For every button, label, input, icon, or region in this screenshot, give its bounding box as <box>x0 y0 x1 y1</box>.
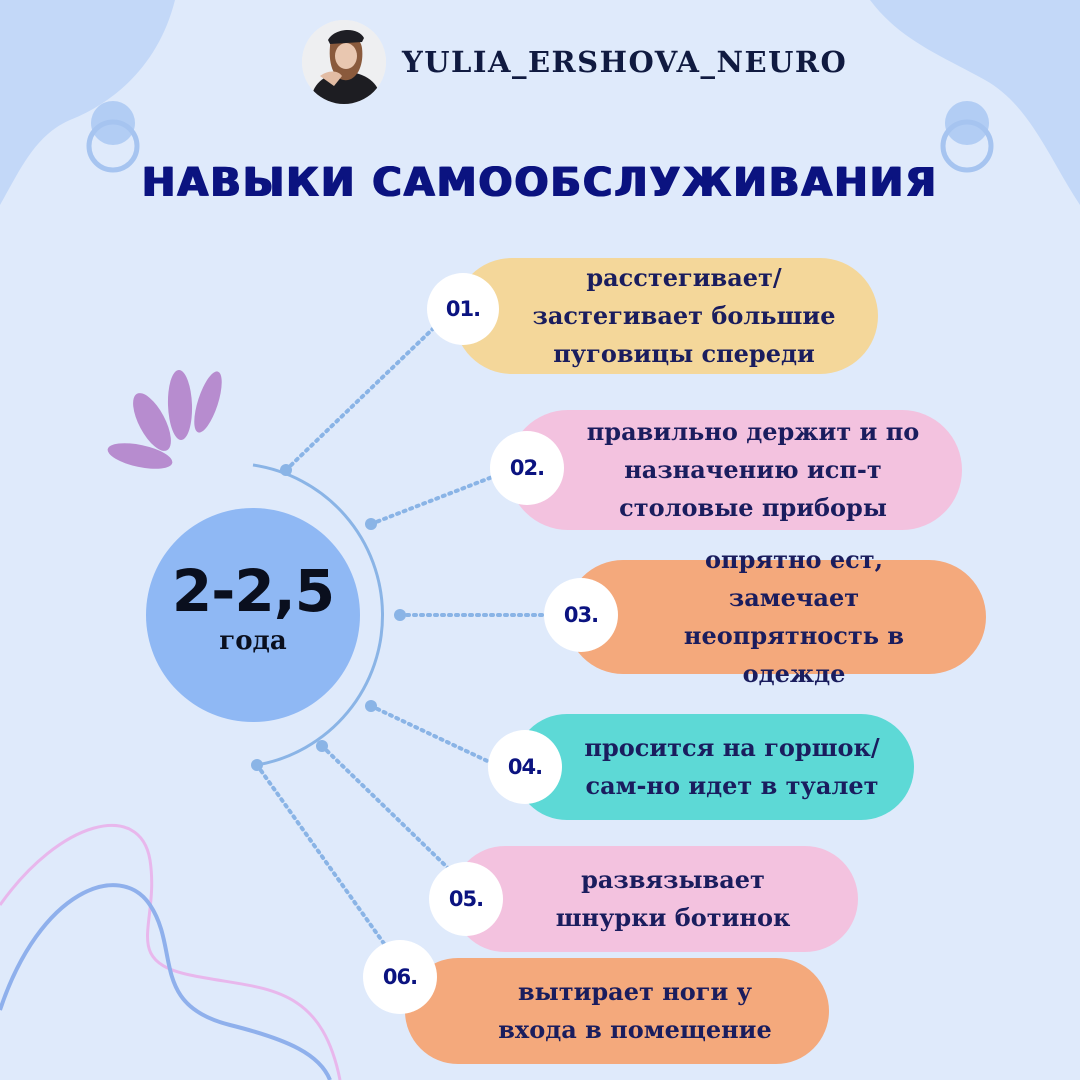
avatar <box>302 20 386 104</box>
skill-text: расстегивает/ застегивает большие пуговицы спереди <box>532 263 836 368</box>
skill-item-2 <box>508 410 962 530</box>
profile-header <box>302 20 847 104</box>
page-title: НАВЫКИ САМООБСЛУЖИВАНИЯ <box>141 160 939 206</box>
age-circle <box>146 508 360 722</box>
profile-handle: YULIA_ERSHOVA_NEURO <box>402 45 848 79</box>
skill-number-badge: 01. <box>427 273 499 345</box>
skill-number-badge: 05. <box>429 862 503 936</box>
skill-number-badge: 02. <box>490 431 564 505</box>
skill-text: правильно держит и по назначению исп-т столовые приборы <box>586 417 920 522</box>
skill-text: просится на горшок/ сам-но идет в туалет <box>584 733 880 800</box>
skill-item-6 <box>405 958 829 1064</box>
skill-item-3 <box>566 545 986 688</box>
skill-text: вытирает ноги у входа в помещение <box>498 977 772 1044</box>
skill-item-4 <box>514 714 914 820</box>
skill-text: опрятно ест, замечает неопрятность в одежде <box>683 545 905 688</box>
skill-text: развязывает шнурки ботинок <box>555 865 791 932</box>
skill-item-5 <box>452 846 858 952</box>
leaf-icon <box>105 368 227 473</box>
skill-number-badge: 06. <box>363 940 437 1014</box>
age-value: 2-2,5 <box>171 557 335 625</box>
skill-number-badge: 04. <box>488 730 562 804</box>
skill-item-1 <box>454 258 878 374</box>
skill-number-badge: 03. <box>544 578 618 652</box>
age-unit: года <box>219 626 287 656</box>
avatar-portrait-icon <box>302 20 386 104</box>
